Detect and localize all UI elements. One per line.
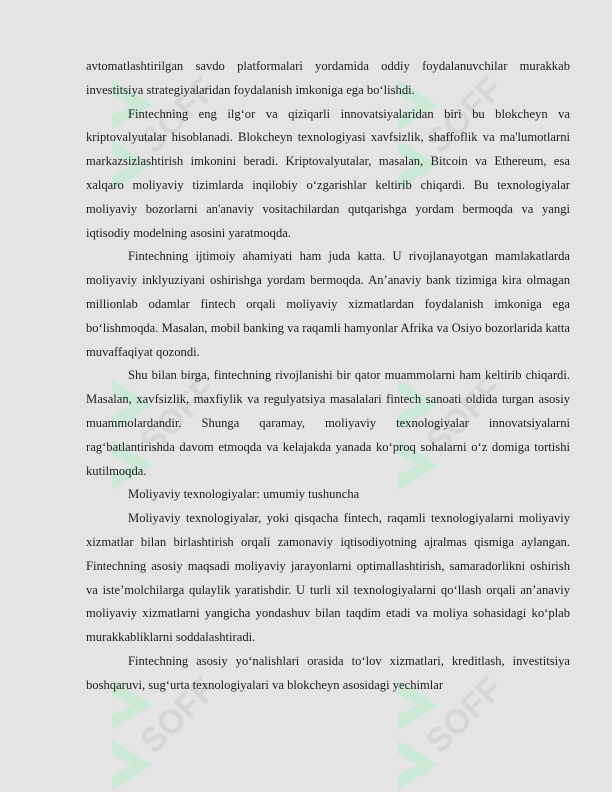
watermark-text: SOFF xyxy=(132,369,224,461)
paragraph: Fintechning ijtimoiy ahamiyati ham juda katta. U rivojlanayotgan mamlakatlarda moliyaviy inklyuziyani oshirishga yordam bermoqda. An’anaviy bank tizimiga kira olmagan millionlab odamlar fintech orqali moliyaviy xizmatlardan foydalanish imkoniga ega bo‘lishmoqda. Masalan, mobil banking va raqamli hamyonlar Afrika va Osiyo bozorlarida katta muvaffaqiyat qozondi. xyxy=(86,249,570,359)
paragraph: Shu bilan birga, fintechning rivojlanishi bir qator muammolarni ham keltirib chiqardi. Masalan, xavfsizlik, maxfiylik va regulyatsiya masalalari fintech sanoati oldida turgan asosiy muammolardandir. Shunga qaramay, moliyaviy texnologiyalar innovatsiyalarni rag‘batlantirishda davom etmoqda va kelajakda yanada ko‘proq sohalarni o‘z domiga tortishi kutilmoqda. xyxy=(86,368,570,478)
watermark-text: SOFF xyxy=(132,669,224,761)
paragraph: Moliyaviy texnologiyalar, yoki qisqacha fintech, raqamli texnologiyalarni moliyaviy xizmatlar bilan birlashtirish orqali zamonaviy iqtisodiyotning ajralmas qismiga aylangan. Fintechning asosiy maqsadi moliyaviy jarayonlarni optimallashtirish, samaradorlikni oshirish va iste’molchilarga qulaylik yaratishdir. U turli xil texnologiyalarni qo‘llash orqali an’anaviy moliyaviy xizmatlarni yangicha yondashuv bilan taqdim etadi va moliya sohasidagi ko‘plab murakkabliklarni soddalashtiradi. xyxy=(86,511,570,645)
paragraph: avtomatlashtirilgan savdo platformalari yordamida oddiy foydalanuvchilar murakkab investitsiya strategiyalaridan foydalanish imkoniga ega bo‘lishdi. xyxy=(86,59,570,97)
watermark-text: SOFF xyxy=(418,369,510,461)
paragraph: Fintechning asosiy yo‘nalishlari orasida to‘lov xizmatlari, kreditlash, investitsiya boshqaruvi, sug‘urta texnologiyalari va blokcheyn asosidagi yechimlar xyxy=(86,653,570,692)
document-body xyxy=(86,55,570,698)
watermark-text: SOFF xyxy=(132,69,224,161)
watermark-text: SOFF xyxy=(418,669,510,761)
section-heading: Moliyaviy texnologiyalar: umumiy tushuncha xyxy=(128,487,360,502)
paragraph: Fintechning eng ilg‘or va qiziqarli innovatsiyalaridan biri bu blokcheyn va kriptovalyutalar hisoblanadi. Blokcheyn texnologiyasi xavfsizlik, shaffoflik va ma'lumotlarni markazsizlashtirish imkonini beradi. Kriptovalyutalar, masalan, Bitcoin va Ethereum, esa xalqaro moliyaviy tizimlarda inqilobiy o‘zgarishlar keltirib chiqardi. Bu texnologiyalar moliyaviy bozorlarni an'anaviy vositachilardan qutqarishga yordam bermoqda va yangi iqtisodiy modelning asosini yaratmoqda. xyxy=(86,106,570,240)
watermark-text: SOFF xyxy=(418,69,510,161)
